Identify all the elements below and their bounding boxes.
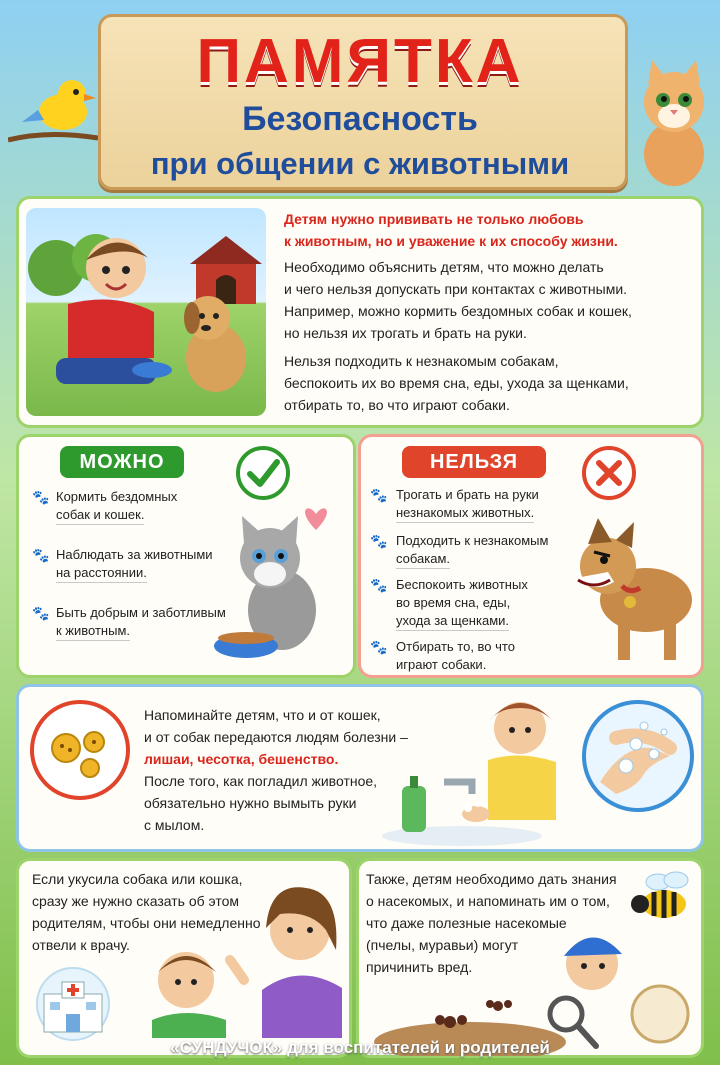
paw-icon: 🐾 xyxy=(370,533,388,549)
intro-p1-line-3: Например, можно кормить бездомных собак и кошек, xyxy=(284,303,632,319)
insects-line-3: что даже полезные насекомые xyxy=(366,915,567,931)
intro-p2-line-1: Нельзя подходить к незнакомым собакам, xyxy=(284,353,559,369)
intro-p2-line-2: беспокоить их во время сна, еды, ухода за щенками, xyxy=(284,375,629,391)
angry-dog-icon xyxy=(568,514,700,664)
intro-p1-line-4: но нельзя их трогать и брать на руки. xyxy=(284,325,527,341)
hygiene-line-4: обязательно нужно вымыть руки xyxy=(144,795,357,811)
cant-item-3-line-1: Беспокоить животных xyxy=(396,577,528,592)
can-badge: МОЖНО xyxy=(60,446,184,478)
can-item-2-line-1: Наблюдать за животными xyxy=(56,547,213,562)
cant-item-4-line-2: играют собаки. xyxy=(396,657,487,672)
hygiene-line-2: и от собак передаются людям болезни – xyxy=(144,729,408,745)
intro-text xyxy=(284,208,694,416)
insects-line-1: Также, детям необходимо дать знания xyxy=(366,871,617,887)
hospital-icon xyxy=(26,966,120,1042)
cant-item-2 xyxy=(396,532,548,569)
boy-feeding-dog-icon xyxy=(26,208,266,416)
mother-child-icon xyxy=(130,870,350,1038)
page-subtitle-1: Безопасность xyxy=(242,100,478,138)
can-item-2-line-2: на расстоянии. xyxy=(56,564,147,583)
hygiene-line-5: с мылом. xyxy=(144,817,205,833)
cant-item-2-line-2: собакам. xyxy=(396,550,450,569)
footer-text: «СУНДУЧОК» для воспитателей и родителей xyxy=(170,1038,550,1057)
paw-icon: 🐾 xyxy=(370,639,388,655)
cant-item-4-line-1: Отбирать то, во что xyxy=(396,639,515,654)
can-item-1 xyxy=(56,488,177,525)
cant-item-1-line-2: незнакомых животных. xyxy=(396,504,534,523)
cant-badge: НЕЛЬЗЯ xyxy=(402,446,546,478)
insects-line-5: причинить вред. xyxy=(366,959,473,975)
paw-icon: 🐾 xyxy=(32,605,50,621)
paw-icon: 🐾 xyxy=(370,577,388,593)
cant-item-2-line-1: Подходить к незнакомым xyxy=(396,533,549,548)
cant-item-4 xyxy=(396,638,515,674)
paw-icon: 🐾 xyxy=(370,487,388,503)
intro-p2-line-3: отбирать то, во что играют собаки. xyxy=(284,397,510,413)
insects-line-4: (пчелы, муравьи) могут xyxy=(366,937,519,953)
page-title: ПАМЯТКА xyxy=(196,27,524,96)
intro-p1-line-1: Необходимо объяснить детям, что можно делать xyxy=(284,259,604,275)
hygiene-diseases: лишаи, чесотка, бешенство. xyxy=(144,751,339,767)
intro-lead-line-2: к животным, но и уважение к их способу жизни. xyxy=(284,233,618,249)
cant-item-1 xyxy=(396,486,539,523)
boy-cap-icon xyxy=(556,920,626,994)
can-item-2 xyxy=(56,546,213,583)
can-item-1-line-1: Кормить бездомных xyxy=(56,489,178,504)
cant-item-3-line-3: ухода за щенками. xyxy=(396,612,509,631)
kitten-bowl-icon xyxy=(212,500,348,668)
bite-line-3: родителям, чтобы они немедленно xyxy=(32,915,261,931)
bite-line-1: Если укусила собака или кошка, xyxy=(32,871,243,887)
can-item-3-line-2: к животным. xyxy=(56,622,130,641)
can-item-3 xyxy=(56,604,226,641)
cross-icon xyxy=(582,446,636,500)
can-item-1-line-2: собак и кошек. xyxy=(56,506,144,525)
bee-icon xyxy=(628,864,704,928)
paw-icon: 🐾 xyxy=(32,489,50,505)
hygiene-line-1: Напоминайте детям, что и от кошек, xyxy=(144,707,381,723)
check-icon xyxy=(236,446,290,500)
cant-item-3-line-2: во время сна, еды, xyxy=(396,595,511,610)
paw-icon: 🐾 xyxy=(32,547,50,563)
bite-line-2: сразу же нужно сказать об этом xyxy=(32,893,240,909)
intro-lead-line-1: Детям нужно прививать не только любовь xyxy=(284,211,584,227)
can-item-3-line-1: Быть добрым и заботливым xyxy=(56,605,226,620)
page-subtitle-2: при общении с животными xyxy=(150,146,570,181)
logo-seal-icon xyxy=(632,986,688,1042)
bite-line-4: отвели к врачу. xyxy=(32,937,130,953)
germ-icon xyxy=(30,700,130,800)
intro-p1-line-2: и чего нельзя допускать при контактах с животными. xyxy=(284,281,628,297)
hygiene-line-3: После того, как погладил животное, xyxy=(144,773,378,789)
cant-item-1-line-1: Трогать и брать на руки xyxy=(396,487,539,502)
girl-washing-hands-icon xyxy=(380,690,576,848)
intro-illustration xyxy=(26,208,266,416)
cant-item-3 xyxy=(396,576,528,631)
insects-line-2: о насекомых, и напоминать им о том, xyxy=(366,893,610,909)
soap-hands-icon xyxy=(582,700,694,812)
